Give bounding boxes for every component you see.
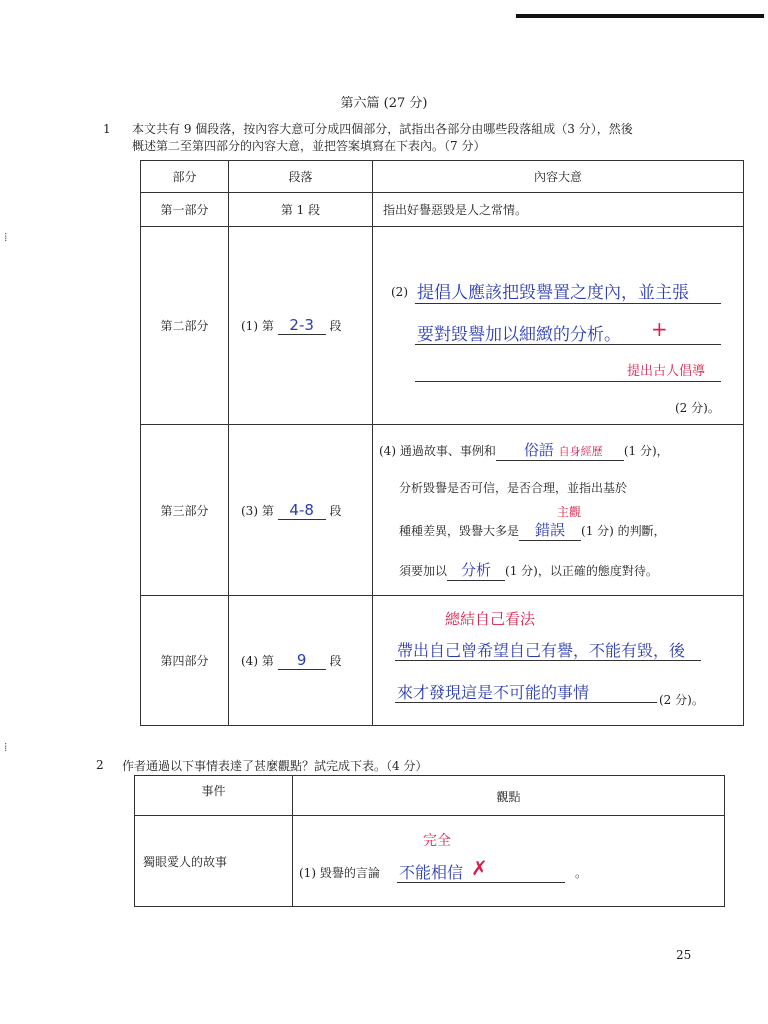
question-1-line-1: 本文共有 9 個段落，按內容大意可分成四個部分，試指出各部分由哪些段落組成（3 分），然後 (132, 122, 633, 136)
viewpoint-answer: 不能相信 (399, 863, 464, 882)
row2-content (373, 227, 744, 425)
header-event: 事件 (135, 776, 293, 816)
header-paragraph: 段落 (229, 161, 373, 193)
row3-line-1-prefix: (4) 通過故事、事例和 (379, 444, 496, 458)
table-row (141, 227, 744, 425)
page-number: 25 (676, 948, 692, 962)
row4-handwritten-line-2: 來才發現這是不可能的事情 (397, 683, 590, 702)
section-title: 第六篇 (27 分) (340, 96, 428, 111)
table-row (135, 816, 725, 907)
row3-line-3 (399, 505, 666, 541)
table-row (141, 425, 744, 596)
row3-answer-2-text: 錯誤 (535, 521, 566, 539)
answer-line (415, 303, 721, 304)
row4-para-prefix: (4) 第 (241, 654, 274, 668)
row2-part: 第二部分 (141, 227, 229, 425)
row3-line-4 (399, 559, 658, 581)
row3-line-4-suffix: (1 分)，以正確的態度對待。 (505, 564, 658, 578)
top-edge-bar (516, 14, 764, 18)
row2-score: (2 分)。 (675, 401, 720, 415)
row3-answer-3: 分析 (447, 559, 505, 581)
row3-para-suffix: 段 (329, 503, 342, 518)
row3-line-3-prefix: 種種差異，毀譽大多是 (399, 524, 520, 538)
row4-red-note: 總結自己看法 (445, 610, 536, 628)
row4-handwritten-line-1: 帶出自己曾希望自己有譽，不能有毀，後 (397, 641, 686, 660)
row4-part: 第四部分 (141, 596, 229, 726)
row3-part: 第三部分 (141, 425, 229, 596)
header-content: 內容大意 (373, 161, 744, 193)
row2-handwritten-line-1: 提倡人應該把毀譽置之度內，並主張 (417, 283, 689, 303)
row3-paragraph (229, 425, 373, 596)
row2-para-suffix: 段 (329, 319, 342, 333)
question-1-number: 1 (103, 122, 111, 136)
row3-red-correction-2: 主觀 (557, 505, 582, 519)
row3-line-3-suffix: (1 分) 的判斷， (581, 524, 666, 538)
binder-mark: ⁞ (4, 230, 8, 244)
row2-red-note: 提出古人倡導 (627, 364, 706, 379)
row2-handwritten-line-2: 要對毀譽加以細緻的分析。 (417, 325, 621, 345)
table-row (141, 596, 744, 726)
table-header-row (141, 161, 744, 193)
viewpoint-prefix: (1) 毀譽的言論 (299, 866, 380, 880)
question-2-table (134, 775, 725, 907)
row2-para-prefix: (1) 第 (241, 319, 274, 333)
row4-para-suffix: 段 (329, 654, 342, 668)
row3-para-prefix: (3) 第 (241, 503, 274, 518)
answer-line (415, 381, 721, 382)
row1-part: 第一部分 (141, 193, 229, 227)
row1-content: 指出好譽惡毀是人之常情。 (373, 193, 744, 227)
question-1-table (140, 160, 744, 726)
row3-content (373, 425, 744, 596)
row3-line-1-suffix: (1 分)， (623, 444, 669, 458)
header-viewpoint: 觀點 (293, 776, 725, 816)
viewpoint-suffix: 。 (575, 866, 588, 880)
question-2-text: 作者通過以下事情表達了甚麼觀點？試完成下表。（4 分） (122, 759, 428, 773)
row4-para-answer: 9 (278, 651, 326, 670)
row3-answer-1 (496, 439, 624, 461)
event-cell: 獨眼愛人的故事 (135, 816, 293, 907)
row4-paragraph (229, 596, 373, 726)
row3-answer-1-text: 俗語 (523, 441, 554, 459)
binder-mark: ⁞ (4, 740, 8, 754)
row3-line-1 (379, 439, 669, 461)
row3-para-answer: 4-8 (278, 501, 326, 520)
question-2-number: 2 (96, 758, 104, 772)
viewpoint-red-note: 完全 (423, 833, 451, 849)
row4-score: (2 分)。 (659, 693, 704, 707)
row3-red-correction-1: 自身經歷 (558, 445, 603, 458)
row2-content-number: (2) (391, 285, 408, 299)
question-1-line-2: 概述第二至第四部分的內容大意，並把答案填寫在下表內。（7 分） (132, 139, 486, 153)
row3-line-4-prefix: 須要加以 (399, 564, 448, 578)
row1-paragraph: 第 1 段 (229, 193, 373, 227)
cross-mark: ✗ (471, 856, 488, 880)
table-row (141, 193, 744, 227)
row2-paragraph (229, 227, 373, 425)
header-part: 部分 (141, 161, 229, 193)
row3-line-2: 分析毀譽是否可信，是否合理，並指出基於 (399, 481, 628, 495)
plus-mark: + (651, 317, 668, 341)
row4-content (373, 596, 744, 726)
row2-para-answer: 2-3 (278, 316, 326, 335)
viewpoint-cell (293, 816, 725, 907)
table-header-row (135, 776, 725, 816)
row3-answer-2 (519, 505, 582, 541)
question-1-text (132, 121, 752, 155)
